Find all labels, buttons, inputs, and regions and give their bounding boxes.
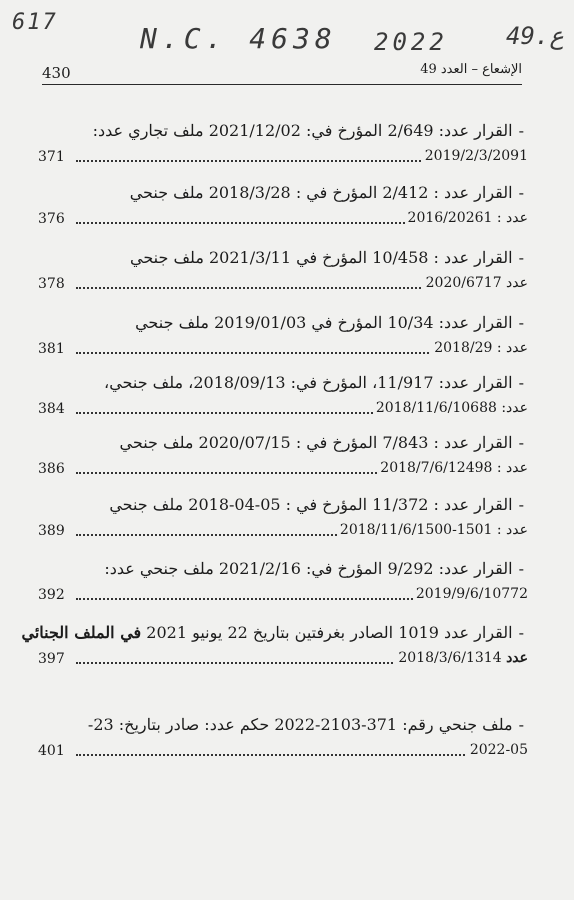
entry-page-number: 378 [38,276,65,292]
entry-page-number: 376 [38,211,65,227]
index-entry [38,247,528,295]
entry-page-number: 371 [38,149,65,165]
entry-reference-line [38,146,528,168]
page-number: 430 [42,64,71,82]
entry-reference: 2019/9/6/10772 [413,584,528,604]
entry-title: -القرار عدد: 2/649 المؤرخ في: 2021/12/02 ملف تجاري عدد: [92,121,524,140]
index-entry [38,120,528,168]
entry-title: -القرار عدد: 10/34 المؤرخ في 2019/01/03 ملف جنحي [135,313,524,332]
entry-page-number: 389 [38,523,65,539]
entry-title: -القرار عدد: 11/917، المؤرخ في: 2018/09/13، ملف جنحي، [104,373,524,392]
index-entry [38,494,528,542]
entry-reference: عدد : 2018/29 [431,338,528,358]
index-entry [38,372,528,420]
entry-reference: عدد : 2018/7/6/12498 [377,458,528,478]
entry-reference-line [38,584,528,606]
entry-reference-line [38,273,528,295]
entry-page-number: 386 [38,461,65,477]
running-header [42,58,522,85]
entry-reference: عدد : 1501-2018/11/6/1500 [337,520,528,540]
index-entry [38,312,528,360]
entry-reference-line [38,208,528,230]
index-entry [38,558,528,606]
entry-reference-line [38,398,528,420]
entry-reference-line [38,648,528,670]
handwritten-note: 2022 [374,28,448,56]
handwritten-note: N.C. 4638 [140,22,337,55]
entry-reference: عدد : 2016/20261 [405,208,528,228]
journal-title: الإشعاع – العدد 49 [420,62,522,77]
entry-page-number: 381 [38,341,65,357]
entry-page-number: 397 [38,651,65,667]
entry-reference: 2022-05 [467,740,528,760]
entry-title: -القرار عدد : 2/412 المؤرخ في : 2018/3/28 ملف جنحي [129,183,524,202]
entry-page-number: 401 [38,743,65,759]
entry-reference: عدد: 2018/11/6/10688 [373,398,528,418]
handwritten-note: 49.ع [506,22,564,50]
entry-reference: عدد 2018/3/6/1314 [395,648,528,668]
index-entry [38,432,528,480]
entry-reference: 2019/2/3/2091 [422,146,528,166]
entry-title: -القرار عدد 1019 الصادر بغرفتين بتاريخ 22 يونيو 2021 في الملف الجنائي [21,623,524,642]
entry-page-number: 384 [38,401,65,417]
entry-reference-line [38,338,528,360]
entry-title: -القرار عدد : 11/372 المؤرخ في : 05-04-2018 ملف جنحي [109,495,524,514]
entry-reference-line [38,740,528,762]
entry-title: -القرار عدد: 9/292 المؤرخ في: 2021/2/16 ملف جنحي عدد: [104,559,524,578]
index-entry [38,182,528,230]
entry-title: -القرار عدد : 10/458 المؤرخ في 2021/3/11 ملف جنحي [129,248,524,267]
entry-reference-line [38,520,528,542]
dot-leader [76,754,528,756]
handwritten-note: 617 [12,10,58,35]
entry-title: -ملف جنحي رقم: 371-2103-2022 حكم عدد: صادر بتاريخ: 23- [87,715,524,734]
index-entry [38,714,528,762]
index-entry [21,622,528,670]
entry-title: -القرار عدد : 7/843 المؤرخ في : 2020/07/15 ملف جنحي [119,433,524,452]
entry-reference-line [38,458,528,480]
entry-reference: عدد 2020/6717 [423,273,528,293]
entry-page-number: 392 [38,587,65,603]
